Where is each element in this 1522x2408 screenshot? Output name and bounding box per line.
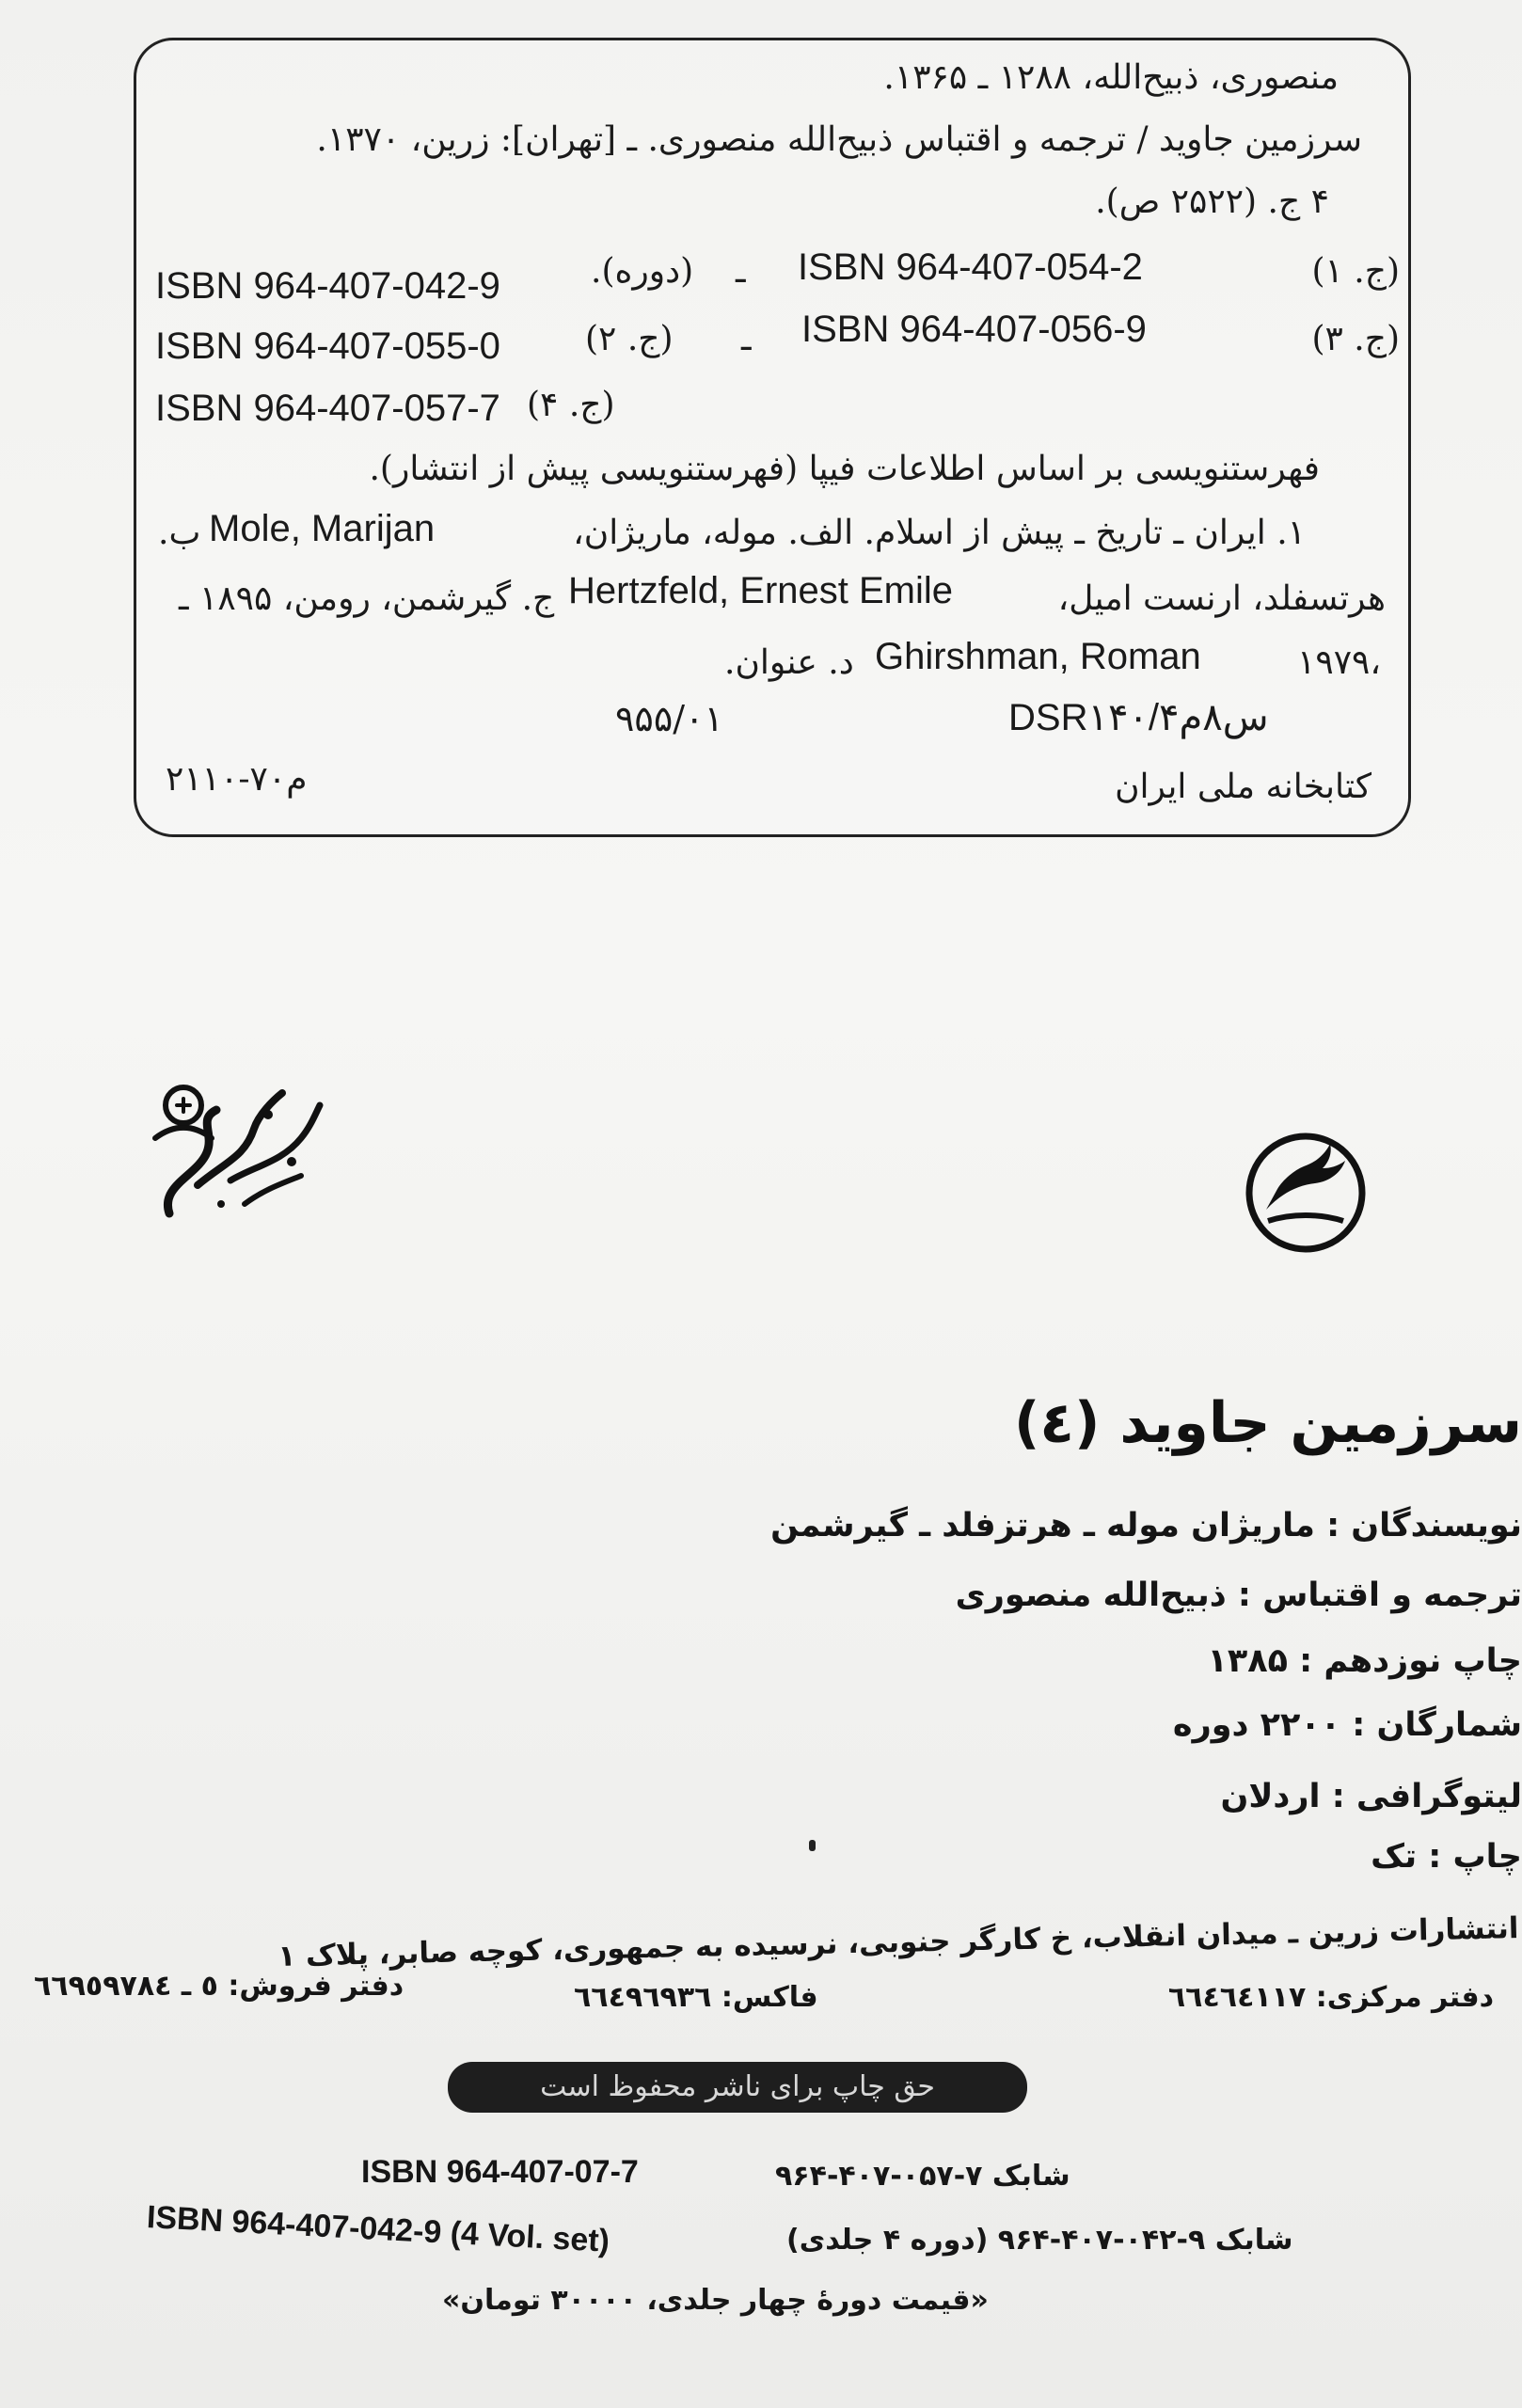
cip-title-entry: د. عنوان. bbox=[724, 643, 854, 682]
cip-subject-line: ۱. ایران ـ تاریخ ـ پیش از اسلام. الف. موله، ماریژان، bbox=[573, 514, 1306, 552]
copyright-notice: حق چاپ برای ناشر محفوظ است bbox=[448, 2062, 1027, 2113]
imprint-edition: چاپ نوزدهم : ۱۳۸۵ bbox=[1207, 1642, 1522, 1680]
book-title: سرزمین جاوید (٤) bbox=[1013, 1390, 1522, 1456]
cip-vol1-isbn: ISBN 964-407-054-2 bbox=[798, 246, 1143, 288]
set-isbn-latin: ISBN 964-407-042-9 (4 Vol. set) bbox=[146, 2199, 610, 2259]
cip-title-line: سرزمین جاوید / ترجمه و اقتباس ذبیح‌الله منصوری. ـ [تهران]: زرین، ۱۳۷۰. bbox=[316, 120, 1362, 159]
cip-line8-end: ب. bbox=[158, 514, 201, 552]
imprint-printing: چاپ : تک bbox=[1371, 1838, 1522, 1876]
cip-death-year: ۱۹۷۹، bbox=[1297, 643, 1381, 682]
cip-herzfeld-fa: هرتسفلد، ارنست امیل، bbox=[1057, 579, 1386, 618]
cip-vol2-isbn: ISBN 964-407-055-0 bbox=[155, 325, 500, 367]
calligraphy-logo bbox=[141, 1072, 329, 1232]
cip-vol2-label: (ج. ۲) bbox=[585, 320, 674, 358]
cip-vol4-isbn: ISBN 964-407-057-7 bbox=[155, 388, 500, 429]
imprint-lithography: لیتوگرافی : اردلان bbox=[1220, 1778, 1522, 1815]
cip-set-label: (دوره). bbox=[591, 252, 694, 291]
cip-dsr-class: DSR۱۴۰/۴س۸م bbox=[1008, 697, 1269, 738]
cip-vol1-label: (ج. ۱) bbox=[1311, 252, 1400, 291]
imprint-authors: نویسندگان : ماریژان موله ـ هرتزفلد ـ گیرشمن bbox=[770, 1507, 1522, 1545]
volume-isbn-persian: شابک ۷-۰۵۷-۴۰۷-۹۶۴ bbox=[775, 2160, 1070, 2193]
cip-ghirshman-fa: ج. گیرشمن، رومن، ۱۸۹۵ ـ bbox=[179, 579, 555, 618]
set-isbn-persian: شابک ۹-۰۴۲-۴۰۷-۹۶۴ (دوره ۴ جلدی) bbox=[786, 2224, 1293, 2257]
cip-row5-dash: ـ bbox=[741, 320, 752, 358]
cip-mole-latin: Mole, Marijan bbox=[209, 508, 436, 549]
cip-set-isbn: ISBN 964-407-042-9 bbox=[155, 265, 500, 307]
cip-row4-dash: ـ bbox=[736, 252, 746, 291]
sales-office-phone: دفتر فروش: ٥ ـ ٦٦٩٥٩٧٨٤ bbox=[34, 1970, 404, 2003]
bird-emblem-icon bbox=[1240, 1127, 1371, 1259]
imprint-print-run: شمارگان : ۲۲۰۰ دوره bbox=[1172, 1706, 1522, 1744]
cip-fipa-note: فهرستنویسی بر اساس اطلاعات فیپا (فهرستنویسی پیش از انتشار). bbox=[369, 450, 1320, 488]
imprint-translator: ترجمه و اقتباس : ذبیح‌الله منصوری bbox=[955, 1576, 1522, 1614]
set-price: «قیمت دورهٔ چهار جلدی، ۳۰۰۰۰ تومان» bbox=[442, 2284, 989, 2317]
fax-number: فاکس: ٦٦٤٩٦٩٣٦ bbox=[574, 1981, 818, 2014]
cip-record-number: ۲۱۱۰-۷۰م bbox=[166, 760, 308, 799]
cip-ghirshman-latin: Ghirshman, Roman bbox=[875, 636, 1201, 677]
volume-isbn-latin: ISBN 964-407-07-7 bbox=[361, 2154, 639, 2190]
cip-herzfeld-latin: Hertzfeld, Ernest Emile bbox=[568, 570, 954, 611]
central-office-phone: دفتر مرکزی: ٦٦٤٦٤١١٧ bbox=[1167, 1981, 1494, 2014]
cip-vol4-label: (ج. ۴) bbox=[527, 386, 615, 424]
cip-dewey-class: ۹۵۵/۰۱ bbox=[615, 698, 723, 739]
cip-vol3-label: (ج. ۳) bbox=[1311, 320, 1400, 358]
cip-pages-line: ۴ ج. (۲۵۲۲ ص). bbox=[1095, 182, 1329, 221]
publisher-address: انتشارات زرین ـ میدان انقلاب، خ کارگر جنوبی، نرسیده به جمهوری، کوچه صابر، پلاک ۱ bbox=[277, 1911, 1519, 1973]
cip-author-line: منصوری، ذبیح‌الله، ۱۲۸۸ ـ ۱۳۶۵. bbox=[883, 58, 1339, 97]
cip-library-name: کتابخانه ملی ایران bbox=[1115, 768, 1371, 806]
cip-vol3-isbn: ISBN 964-407-056-9 bbox=[801, 309, 1147, 350]
page-dot-mark bbox=[809, 1840, 816, 1851]
